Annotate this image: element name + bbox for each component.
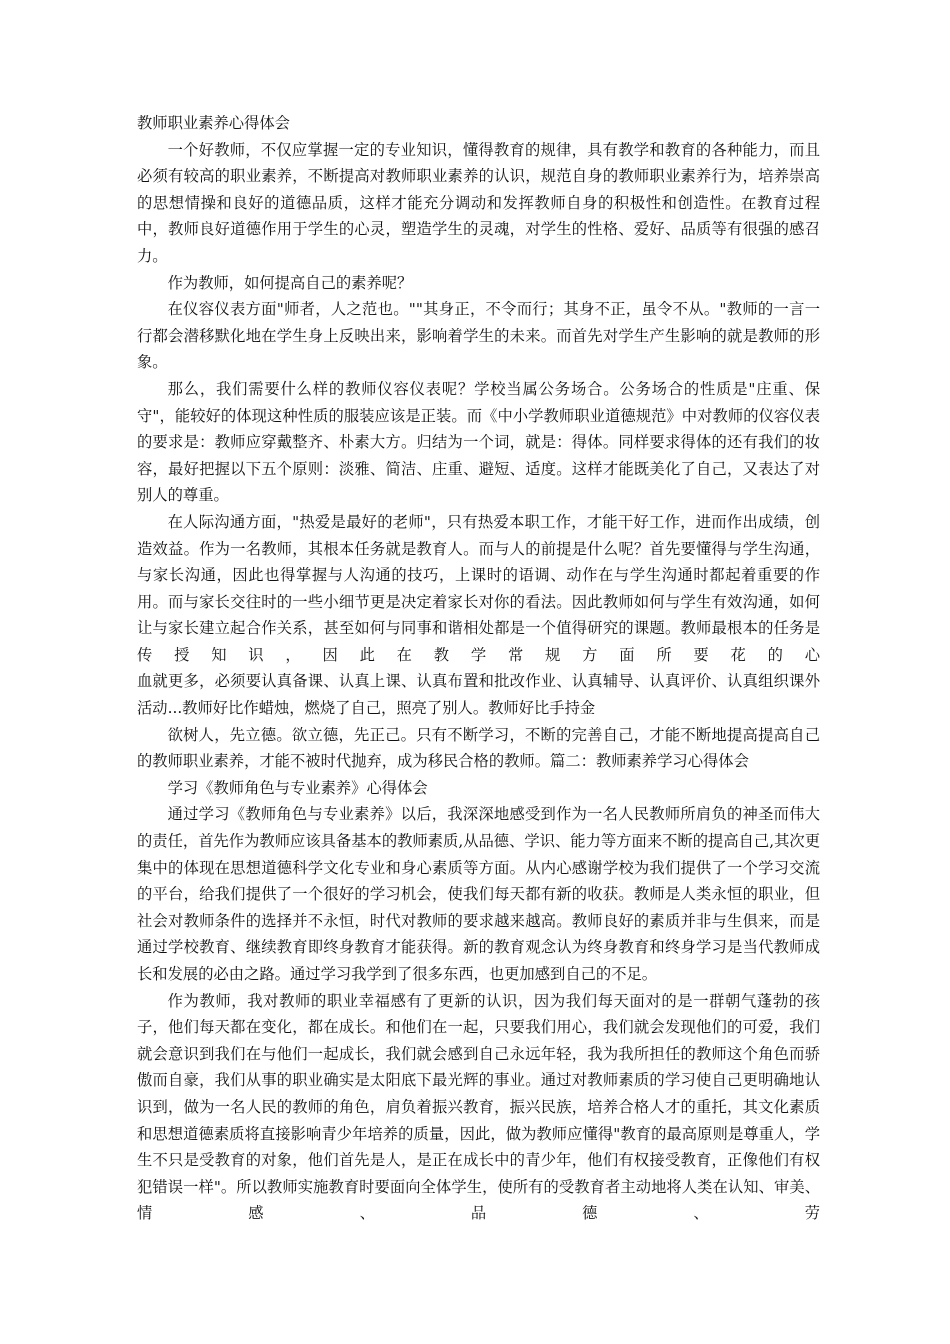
paragraph: 作为教师，我对教师的职业幸福感有了更新的认识，因为我们每天面对的是一群朝气蓬勃的孩子，他们每天都在变化，都在成长。和他们在一起，只要我们用心，我们就会发现他们的可爱，我们就会意识到我们在与他们一起成长，我们就会感到自己永远年轻，我为我所担任的教师这个角色而骄傲而自豪，我们从事的职业确实是太阳底下最光辉的事业。通过对教师素质的学习使自己更明确地认识到，做为一名人民的教师的角色，肩负着振兴教育，振兴民族，培养合格人才的重托，其文化素质和思想道德素质将直接影响青少年培养的质量，因此，做为教师应懂得"教育的最高原则是尊重人，学生不只是受教育的对象，他们首先是人，是正在成长中的青少年，他们有权接受教育，正像他们有权犯错误一样"。所以教师实施教育时要面向全体学生，使所有的受教育者主动地将人类在认知、审美、情感、品德、劳 [137,991,820,1223]
paragraph: 在人际沟通方面，"热爱是最好的老师"，只有热爱本职工作，才能干好工作，进而作出成绩，创造效益。作为一名教师，其根本任务就是教育人。而与人的前提是什么呢？首先要懂得与学生沟通，与家长沟通，因此也得掌握与人沟通的技巧，上课时的语调、动作在与学生沟通时都起着重要的作用。而与家长交往时的一些小细节更是决定着家长对你的看法。因此教师如何与学生有效沟通，如何让与家长建立起合作关系，甚至如何与同事和谐相处都是一个值得研究的课题。教师最根本的任务是传授知识，因此在教学常规方面所要花的心 [137,512,820,664]
paragraph: 血就更多，必须要认真备课、认真上课、认真布置和批改作业、认真辅导、认真评价、认真组织课外活动...教师好比作蜡烛，燃烧了自己，照亮了别人。教师好比手持金 [137,672,820,718]
section-heading: 学习《教师角色与专业素养》心得体会 [167,778,428,797]
paragraph: 一个好教师，不仅应掌握一定的专业知识，懂得教育的规律，具有教学和教育的各种能力，而且必须有较高的职业素养，不断提高对教师职业素养的认识，规范自身的教师职业素养行为，培养崇高的思想情操和良好的道德品质，这样才能充分调动和发挥教师自身的积极性和创造性。在教育过程中，教师良好道德作用于学生的心灵，塑造学生的灵魂，对学生的性格、爱好、品质等有很强的感召力。 [137,140,820,265]
document-title: 教师职业素养心得体会 [137,114,290,132]
paragraph: 作为教师，如何提高自己的素养呢？ [167,273,413,292]
paragraph: 那么，我们需要什么样的教师仪容仪表呢？学校当属公务场合。公务场合的性质是"庄重、保守"，能较好的体现这种性质的服装应该是正装。而《中小学教师职业道德规范》中对教师的仪容仪表的要求是：教师应穿戴整齐、朴素大方。归结为一个词，就是：得体。同样要求得体的还有我们的妆容，最好把握以下五个原则：淡雅、简洁、庄重、避短、适度。这样才能既美化了自己，又表达了对别人的尊重。 [137,379,820,505]
paragraph: 欲树人，先立德。欲立德，先正己。只有不断学习，不断的完善自己，才能不断地提高提高自己的教师职业素养，才能不被时代抛弃，成为移民合格的教师。篇二：教师素养学习心得体会 [137,725,820,771]
document-page [137,110,820,1227]
paragraph: 在仪容仪表方面"师者，人之范也。""其身正，不令而行；其身不正，虽令不从。"教师的一言一行都会潜移默化地在学生身上反映出来，影响着学生的未来。而首先对学生产生影响的就是教师的形象。 [137,300,820,372]
paragraph: 通过学习《教师角色与专业素养》以后，我深深地感受到作为一名人民教师所肩负的神圣而伟大的责任，首先作为教师应该具备基本的教师素质,从品德、学识、能力等方面来不断的提高自己,其次更集中的体现在思想道德科学文化专业和身心素质等方面。从内心感谢学校为我们提供了一个学习交流的平台，给我们提供了一个很好的学习机会，使我们每天都有新的收获。教师是人类永恒的职业，但社会对教师条件的选择并不永恒，时代对教师的要求越来越高。教师良好的素质并非与生俱来，而是通过学校教育、继续教育即终身教育才能获得。新的教育观念认为终身教育和终身学习是当代教师成长和发展的必由之路。通过学习我学到了很多东西，也更加感到自己的不足。 [137,805,820,983]
